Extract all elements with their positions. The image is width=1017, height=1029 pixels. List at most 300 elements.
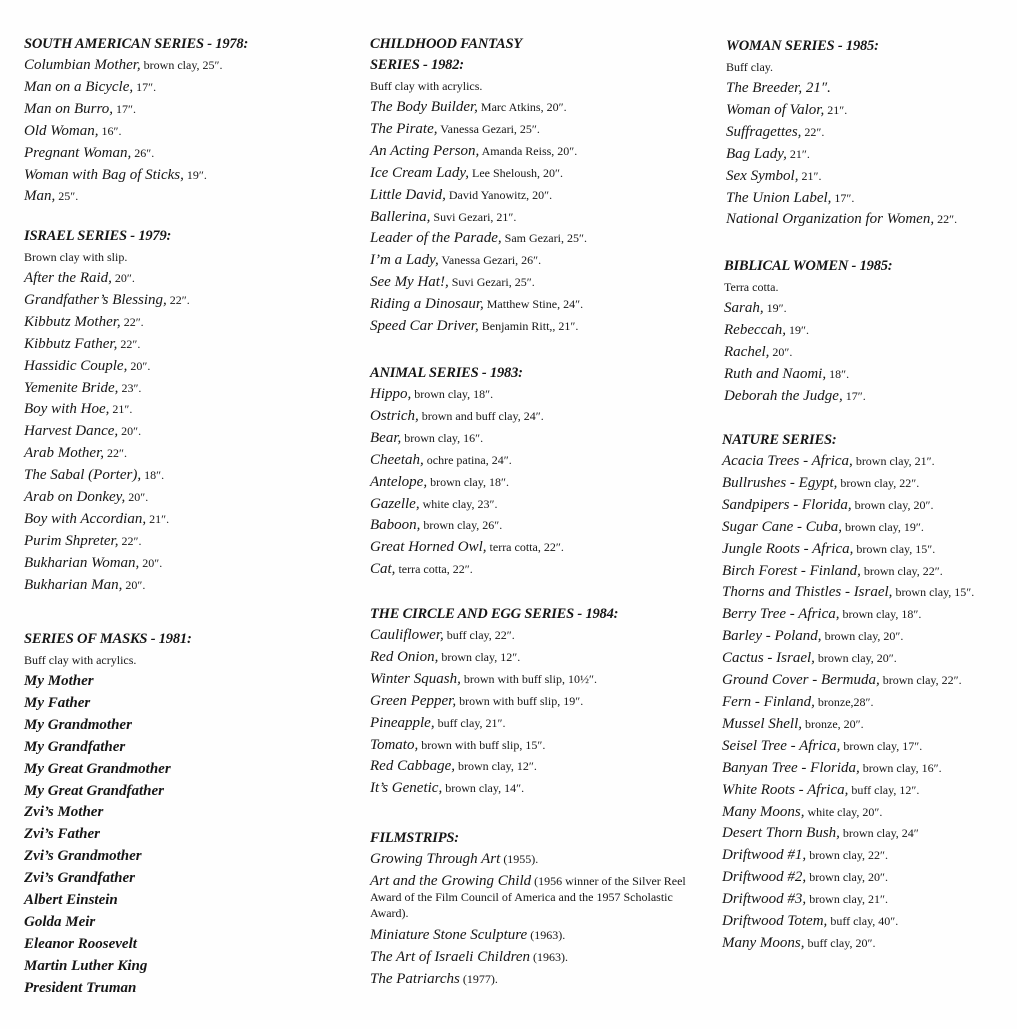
work-detail: (1963). xyxy=(530,949,569,964)
list-item xyxy=(722,539,1017,561)
list-item xyxy=(24,978,344,1000)
list-item xyxy=(722,561,1017,583)
list-item xyxy=(370,756,700,778)
work-title: Red Onion, xyxy=(370,648,439,665)
list-item xyxy=(24,290,344,312)
work-detail: 22″. xyxy=(117,336,141,351)
list-item xyxy=(24,465,344,487)
work-title: Purim Shpreter, xyxy=(24,532,119,549)
list-item xyxy=(370,925,700,947)
list-item xyxy=(24,334,344,356)
work-title: Yemenite Bride, xyxy=(24,379,119,396)
work-title: National Organization for Women, xyxy=(726,211,935,228)
work-title: Deborah the Judge, xyxy=(724,387,843,404)
work-title: Golda Meir xyxy=(24,913,96,930)
list-item xyxy=(370,428,700,450)
work-detail: buff clay, 40″. xyxy=(827,914,899,929)
section-title: SERIES OF MASKS - 1981: xyxy=(24,631,192,647)
list-item xyxy=(370,316,700,338)
work-detail: bronze,28″. xyxy=(814,694,874,709)
item-list xyxy=(370,849,700,991)
list-item xyxy=(370,406,700,428)
work-title: Man on a Bicycle, xyxy=(24,78,134,95)
list-item xyxy=(370,559,700,581)
work-title: Leader of the Parade, xyxy=(370,230,502,247)
list-item xyxy=(24,487,344,509)
work-title: Cheetah, xyxy=(370,451,424,468)
list-item xyxy=(370,207,700,229)
work-detail: Vanessa Gezari, 26″. xyxy=(438,253,542,268)
work-title: Martin Luther King xyxy=(24,957,148,974)
work-detail: 20″. xyxy=(127,358,151,373)
work-title: Driftwood #2, xyxy=(722,869,807,886)
series-of-masks xyxy=(24,629,344,1000)
section-title: ANIMAL SERIES - 1983: xyxy=(370,365,523,381)
work-title: It’s Genetic, xyxy=(370,780,443,797)
list-item xyxy=(24,802,344,824)
work-title: Mussel Shell, xyxy=(722,715,802,732)
work-title: Sandpipers - Florida, xyxy=(722,496,852,513)
work-title: Barley - Poland, xyxy=(722,628,822,645)
list-item xyxy=(722,714,1017,736)
item-list xyxy=(370,384,700,581)
work-detail: buff clay, 12″. xyxy=(848,782,920,797)
work-title: Berry Tree - Africa, xyxy=(722,606,840,623)
work-title: Hassidic Couple, xyxy=(24,357,128,374)
work-title: An Acting Person, xyxy=(370,142,480,159)
work-title: Green Pepper, xyxy=(370,692,457,709)
work-title: Miniature Stone Sculpture xyxy=(370,926,528,943)
list-item xyxy=(722,670,1017,692)
work-title: Bag Lady, xyxy=(726,145,787,162)
work-title: Woman with Bag of Sticks, xyxy=(24,166,184,183)
work-detail: 22″. xyxy=(934,212,958,227)
work-title: Bukharian Man, xyxy=(24,576,123,593)
work-title: President Truman xyxy=(24,979,137,996)
work-title: My Father xyxy=(24,694,91,711)
list-item xyxy=(722,780,1017,802)
work-title: Driftwood #1, xyxy=(722,847,807,864)
work-title: My Grandmother xyxy=(24,716,132,733)
list-item xyxy=(722,451,1017,473)
work-detail: 20″. xyxy=(139,555,163,570)
work-title: My Grandfather xyxy=(24,738,126,755)
work-title: Arab Mother, xyxy=(24,445,104,462)
list-item xyxy=(370,294,700,316)
section-title: CHILDHOOD FANTASY SERIES - 1982: xyxy=(370,36,522,73)
list-item xyxy=(370,735,700,757)
list-item xyxy=(722,889,1017,911)
list-item xyxy=(24,846,344,868)
list-item xyxy=(370,873,700,921)
work-title: Riding a Dinosaur, xyxy=(370,296,484,313)
work-title: Thorns and Thistles - Israel, xyxy=(722,584,893,601)
list-item xyxy=(726,78,1017,100)
work-detail: brown clay, 20″. xyxy=(821,629,904,644)
list-item xyxy=(24,399,344,421)
list-item xyxy=(24,671,344,693)
work-detail: 19″. xyxy=(786,322,810,337)
work-detail: brown clay, 15″. xyxy=(853,541,936,556)
work-detail: brown clay, 22″. xyxy=(806,848,889,863)
work-detail: buff clay, 20″. xyxy=(804,935,876,950)
childhood-fantasy-series xyxy=(370,34,700,338)
work-title: Ground Cover - Bermuda, xyxy=(722,672,880,689)
list-item xyxy=(370,647,700,669)
work-title: Bukharian Woman, xyxy=(24,554,140,571)
list-item xyxy=(24,77,344,99)
work-detail: ochre patina, 24″. xyxy=(423,452,512,467)
list-item xyxy=(24,143,344,165)
work-detail: brown clay, 15″. xyxy=(892,585,975,600)
item-list xyxy=(24,268,344,597)
list-item xyxy=(24,421,344,443)
work-detail: 17″. xyxy=(842,388,866,403)
list-item xyxy=(24,165,344,187)
list-item xyxy=(722,517,1017,539)
list-item xyxy=(24,759,344,781)
work-detail: 26″. xyxy=(131,145,155,160)
list-item xyxy=(24,531,344,553)
work-title: Zvi’s Grandmother xyxy=(24,848,142,865)
work-title: My Mother xyxy=(24,673,94,689)
work-title: Cactus - Israel, xyxy=(722,650,815,667)
work-title: Growing Through Art xyxy=(370,851,501,867)
work-title: Rachel, xyxy=(724,343,770,360)
biblical-women-series xyxy=(724,256,1017,408)
work-detail: 19″. xyxy=(763,301,787,315)
work-title: Gazelle, xyxy=(370,495,420,512)
work-title: Sugar Cane - Cuba, xyxy=(722,518,842,535)
work-title: My Great Grandmother xyxy=(24,760,171,777)
work-title: Boy with Accordian, xyxy=(24,510,147,527)
list-item xyxy=(24,312,344,334)
work-title: After the Raid, xyxy=(24,270,112,286)
work-detail: 20″. xyxy=(125,490,149,505)
work-detail: brown clay, 20″. xyxy=(851,497,934,512)
list-item xyxy=(722,867,1017,889)
list-item xyxy=(24,781,344,803)
work-detail: brown clay, 12″. xyxy=(454,759,537,774)
list-item xyxy=(370,163,700,185)
list-item xyxy=(370,778,700,800)
list-item xyxy=(722,648,1017,670)
list-item xyxy=(24,186,344,208)
list-item xyxy=(370,472,700,494)
work-title: Great Horned Owl, xyxy=(370,539,487,556)
list-item xyxy=(722,933,1017,955)
section-description: Buff clay with acrylics. xyxy=(370,79,483,93)
work-detail: 20″. xyxy=(118,424,142,439)
list-item xyxy=(370,691,700,713)
item-list xyxy=(370,625,700,800)
work-detail: 17″. xyxy=(113,101,137,116)
list-item xyxy=(370,969,700,991)
list-item xyxy=(722,495,1017,517)
list-item xyxy=(722,473,1017,495)
work-detail: white clay, 20″. xyxy=(804,804,883,819)
work-title: Banyan Tree - Florida, xyxy=(722,759,860,776)
list-item xyxy=(24,268,344,290)
work-title: Man, xyxy=(24,188,56,205)
work-detail: Marc Atkins, 20″. xyxy=(477,100,567,114)
work-title: Suffragettes, xyxy=(726,123,802,140)
work-title: The Art of Israeli Children xyxy=(370,948,531,965)
list-item xyxy=(370,97,700,119)
work-detail: white clay, 23″. xyxy=(419,496,498,511)
work-detail: brown and buff clay, 24″. xyxy=(418,408,544,423)
section-title: FILMSTRIPS: xyxy=(370,830,459,846)
list-item xyxy=(726,100,1017,122)
work-detail: 21″. xyxy=(798,168,822,183)
list-item xyxy=(370,537,700,559)
list-item xyxy=(722,758,1017,780)
work-detail: 18″. xyxy=(141,468,165,483)
list-item xyxy=(722,626,1017,648)
list-item xyxy=(724,364,1017,386)
work-detail: 23″. xyxy=(118,380,142,395)
work-title: Desert Thorn Bush, xyxy=(722,825,840,842)
woman-series xyxy=(726,36,1017,231)
list-item xyxy=(722,911,1017,933)
work-title: Pregnant Woman, xyxy=(24,144,132,161)
list-item xyxy=(24,737,344,759)
work-detail: (1963). xyxy=(527,927,566,942)
list-item xyxy=(726,144,1017,166)
work-detail: Vanessa Gezari, 25″. xyxy=(437,121,540,136)
work-title: Little David, xyxy=(370,186,446,203)
work-detail: 20″. xyxy=(122,577,146,592)
item-list xyxy=(24,671,344,1000)
work-detail: buff clay, 21″. xyxy=(434,715,506,730)
work-title: Cauliflower, xyxy=(370,627,444,643)
work-detail: 22″. xyxy=(118,533,142,548)
work-detail: 17″. xyxy=(831,190,855,205)
work-detail: 20″. xyxy=(111,271,135,285)
work-detail: brown clay, 22″. xyxy=(837,475,920,490)
list-item xyxy=(370,228,700,250)
work-detail: Benjamin Ritt,, 21″. xyxy=(478,319,579,334)
work-detail: Amanda Reiss, 20″. xyxy=(479,143,578,158)
list-item xyxy=(24,553,344,575)
work-detail: brown clay, 21″. xyxy=(852,454,935,468)
list-item xyxy=(24,912,344,934)
work-detail: buff clay, 22″. xyxy=(443,628,515,642)
work-title: Kibbutz Mother, xyxy=(24,313,121,330)
list-item xyxy=(24,934,344,956)
list-item xyxy=(722,604,1017,626)
work-detail: 21″. xyxy=(786,146,810,161)
work-detail: brown clay, 22″. xyxy=(879,673,962,688)
list-item xyxy=(24,55,344,77)
work-title: Seisel Tree - Africa, xyxy=(722,737,841,754)
work-title: Ballerina, xyxy=(370,208,431,225)
filmstrips xyxy=(370,828,700,991)
list-item xyxy=(370,141,700,163)
work-detail: terra cotta, 22″. xyxy=(486,540,564,555)
work-title: Many Moons, xyxy=(722,934,805,951)
list-item xyxy=(370,494,700,516)
work-detail: bronze, 20″. xyxy=(802,716,864,731)
list-item xyxy=(722,845,1017,867)
work-detail: (1977). xyxy=(459,971,498,986)
list-item xyxy=(370,947,700,969)
list-item xyxy=(24,890,344,912)
work-detail: 22″. xyxy=(801,124,825,139)
work-title: I’m a Lady, xyxy=(370,252,439,269)
list-item xyxy=(370,119,700,141)
list-item xyxy=(726,122,1017,144)
work-title: Ostrich, xyxy=(370,407,419,424)
south-american-series xyxy=(24,34,344,208)
work-detail: 19″. xyxy=(183,167,207,182)
work-title: Driftwood Totem, xyxy=(722,913,828,930)
list-item xyxy=(722,692,1017,714)
nature-series xyxy=(722,430,1017,955)
section-title: BIBLICAL WOMEN - 1985: xyxy=(724,258,893,274)
work-detail: brown clay, 20″. xyxy=(806,870,889,885)
list-item xyxy=(24,443,344,465)
list-item xyxy=(724,298,1017,320)
work-detail: brown clay, 19″. xyxy=(842,519,924,534)
work-title: Winter Squash, xyxy=(370,670,461,687)
work-title: Old Woman, xyxy=(24,122,99,139)
list-item xyxy=(724,342,1017,364)
work-title: Arab on Donkey, xyxy=(24,489,126,506)
work-detail: brown clay, 12″. xyxy=(438,649,521,664)
work-title: Hippo, xyxy=(370,386,412,402)
item-list xyxy=(724,298,1017,408)
work-title: White Roots - Africa, xyxy=(722,781,849,798)
list-item xyxy=(370,625,700,647)
work-title: The Union Label, xyxy=(726,189,832,206)
work-title: Harvest Dance, xyxy=(24,423,119,440)
work-title: Red Cabbage, xyxy=(370,758,455,775)
israel-series xyxy=(24,226,344,597)
list-item xyxy=(24,121,344,143)
work-title: Acacia Trees - Africa, xyxy=(722,453,853,469)
list-item xyxy=(24,99,344,121)
list-item xyxy=(24,715,344,737)
work-detail: Suvi Gezari, 21″. xyxy=(430,209,517,224)
work-detail: brown clay, 25″. xyxy=(140,58,223,72)
section-title: WOMAN SERIES - 1985: xyxy=(726,38,879,54)
list-item xyxy=(370,250,700,272)
work-title: Kibbutz Father, xyxy=(24,335,118,352)
work-detail: brown clay, 20″. xyxy=(814,651,897,666)
work-title: Ruth and Naomi, xyxy=(724,365,827,382)
work-title: See My Hat!, xyxy=(370,274,449,291)
list-item xyxy=(724,386,1017,408)
section-title: SOUTH AMERICAN SERIES - 1978: xyxy=(24,36,249,52)
section-description: Buff clay with acrylics. xyxy=(24,653,137,667)
list-item xyxy=(24,693,344,715)
work-title: Woman of Valor, xyxy=(726,101,825,118)
list-item xyxy=(722,802,1017,824)
list-item xyxy=(370,849,700,871)
work-title: Birch Forest - Finland, xyxy=(722,562,861,579)
work-title: Ice Cream Lady, xyxy=(370,164,470,181)
work-detail: brown clay, 22″. xyxy=(860,563,943,578)
item-list xyxy=(726,78,1017,231)
work-detail: (1956 winner of the Silver Reel Award of the Film Council of America and the 1957 Scholastic Award). xyxy=(370,873,686,920)
work-detail: 21″. xyxy=(109,402,133,417)
work-detail: brown clay, 24″ xyxy=(839,826,919,841)
work-title: Jungle Roots - Africa, xyxy=(722,540,854,557)
list-item xyxy=(722,582,1017,604)
list-item xyxy=(370,450,700,472)
list-item xyxy=(24,956,344,978)
work-title: The Breeder, 21″. xyxy=(726,80,831,96)
work-detail: brown clay, 18″. xyxy=(427,474,509,489)
list-item xyxy=(724,320,1017,342)
work-title: Eleanor Roosevelt xyxy=(24,935,137,952)
section-title: ISRAEL SERIES - 1979: xyxy=(24,228,172,244)
section-description: Buff clay. xyxy=(726,60,773,74)
work-title: Fern - Finland, xyxy=(722,693,815,710)
work-title: Driftwood #3, xyxy=(722,891,807,908)
work-title: Albert Einstein xyxy=(24,892,118,909)
list-item xyxy=(722,736,1017,758)
list-item xyxy=(24,575,344,597)
list-item xyxy=(24,356,344,378)
animal-series xyxy=(370,363,700,581)
work-detail: brown clay, 21″. xyxy=(806,892,889,907)
work-title: Zvi’s Grandfather xyxy=(24,870,135,887)
list-item xyxy=(726,166,1017,188)
work-title: Bear, xyxy=(370,429,402,446)
work-detail: Lee Sheloush, 20″. xyxy=(469,165,563,180)
work-title: The Body Builder, xyxy=(370,99,478,115)
list-item xyxy=(24,378,344,400)
section-title: THE CIRCLE AND EGG SERIES - 1984: xyxy=(370,606,619,622)
work-detail: 22″. xyxy=(120,314,144,329)
list-item xyxy=(370,515,700,537)
work-detail: brown clay, 14″. xyxy=(442,781,525,796)
work-detail: 16″. xyxy=(98,123,122,138)
work-detail: 18″. xyxy=(826,366,850,381)
work-detail: brown with buff slip, 10½″. xyxy=(460,671,597,686)
work-detail: brown clay, 26″. xyxy=(420,518,503,533)
list-item xyxy=(726,188,1017,210)
work-detail: Matthew Stine, 24″. xyxy=(483,297,584,312)
list-item xyxy=(370,185,700,207)
work-title: The Patriarchs xyxy=(370,970,460,987)
work-title: Cat, xyxy=(370,561,396,578)
work-detail: David Yanowitz, 20″. xyxy=(445,187,553,202)
section-description: Terra cotta. xyxy=(724,280,779,294)
work-title: Baboon, xyxy=(370,517,421,534)
circle-and-egg-series xyxy=(370,604,700,800)
work-title: Tomato, xyxy=(370,736,419,753)
work-title: Art and the Growing Child xyxy=(370,872,532,889)
work-title: Zvi’s Mother xyxy=(24,804,104,821)
item-list xyxy=(722,451,1017,955)
list-item xyxy=(370,272,700,294)
work-title: My Great Grandfather xyxy=(24,782,165,799)
item-list xyxy=(370,97,700,338)
list-item xyxy=(370,669,700,691)
list-item xyxy=(24,824,344,846)
work-title: Man on Burro, xyxy=(24,100,114,117)
section-description: Brown clay with slip. xyxy=(24,250,128,264)
work-detail: brown with buff slip, 15″. xyxy=(418,737,546,752)
work-detail: 22″. xyxy=(104,446,127,461)
list-item xyxy=(722,823,1017,845)
work-detail: brown clay, 16″. xyxy=(859,760,942,775)
work-detail: 17″. xyxy=(133,79,157,94)
work-detail: brown clay, 18″. xyxy=(411,387,494,401)
